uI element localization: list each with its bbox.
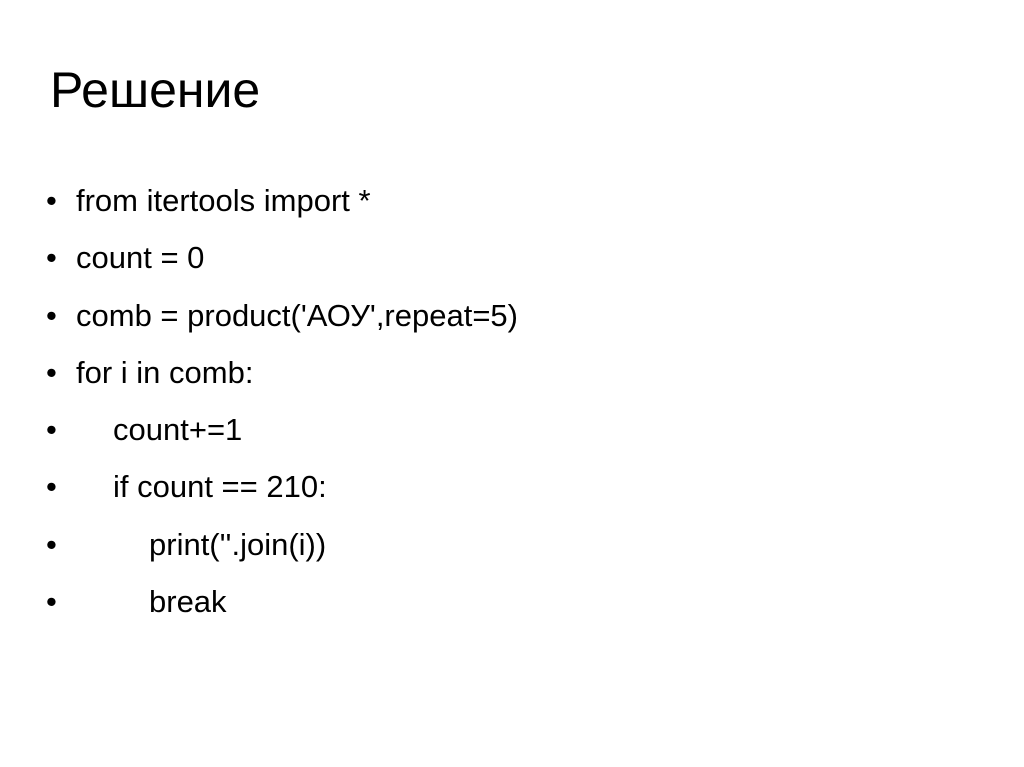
bullet-dot-icon: •: [46, 183, 57, 218]
bullet-text: count+=1: [113, 412, 243, 448]
bullet-text: comb = product('АОУ',repeat=5): [76, 297, 518, 333]
bullet-text: if count == 210:: [113, 469, 327, 505]
bullet-dot-icon: •: [46, 412, 57, 448]
bullet-text: print(''.join(i)): [149, 526, 327, 562]
bullet-dot-icon: •: [46, 526, 57, 562]
bullet-dot-icon: •: [46, 297, 57, 333]
bullet-text: break: [149, 584, 227, 620]
bullet-text: from itertools import *: [76, 183, 371, 218]
bullet-dot-icon: •: [46, 354, 57, 390]
slide-title: Решение: [50, 62, 261, 118]
bullet-dot-icon: •: [46, 584, 57, 620]
bullet-text: for i in comb:: [76, 354, 254, 390]
bullet-dot-icon: •: [46, 240, 57, 276]
bullet-dot-icon: •: [46, 469, 57, 505]
bullet-text: count = 0: [76, 240, 205, 276]
